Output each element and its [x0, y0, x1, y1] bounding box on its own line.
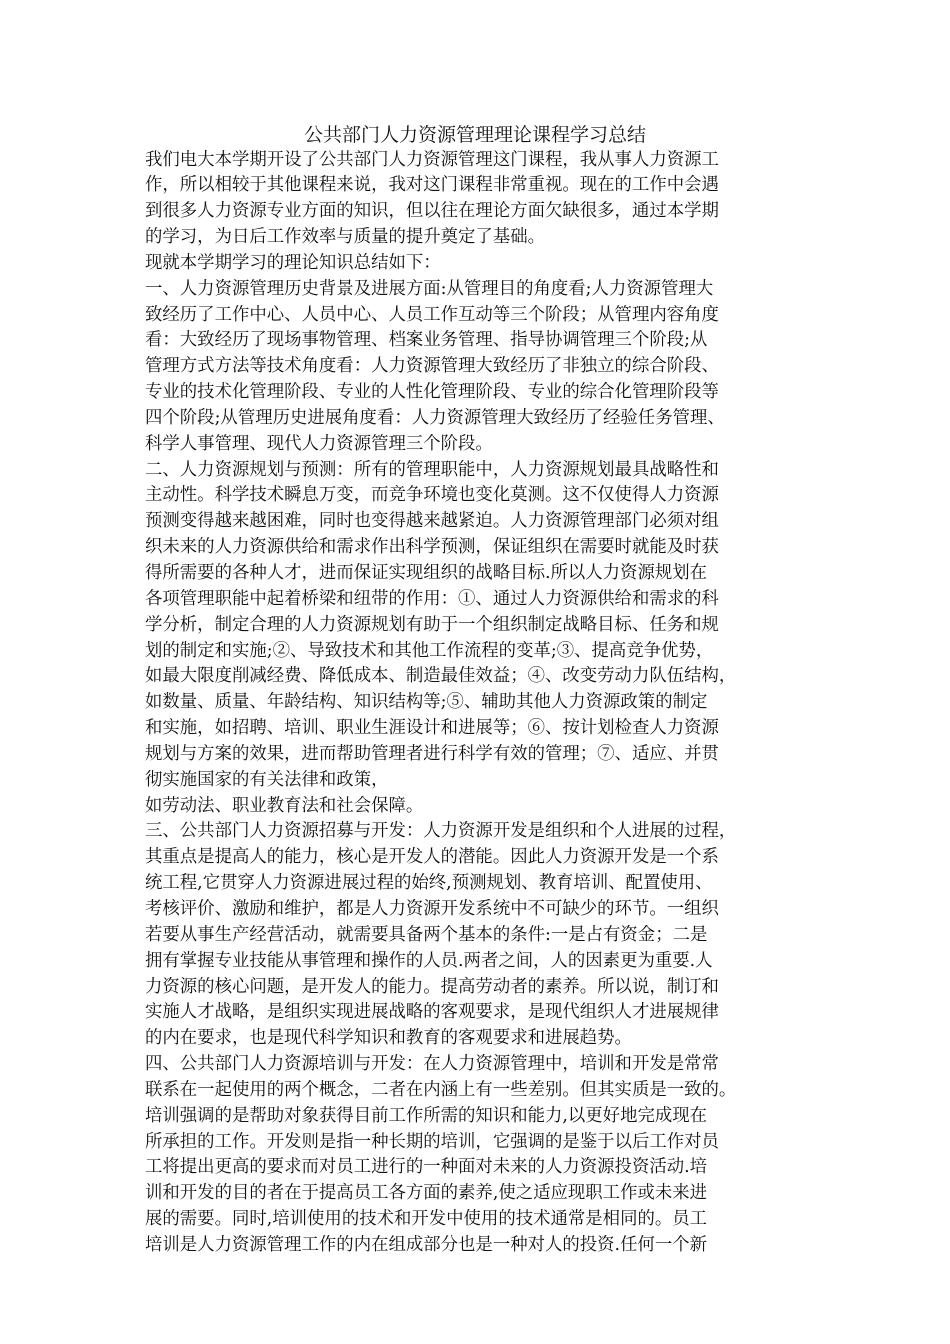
text-line: 如数量、质量、年龄结构、知识结构等;⑤、辅助其他人力资源政策的制定	[145, 692, 708, 713]
text-line: 致经历了工作中心、人员中心、人员工作互动等三个阶段；从管理内容角度	[145, 304, 719, 325]
text-line: 预测变得越来越困难，同时也变得越来越紧迫。人力资源管理部门必须对组	[145, 511, 719, 532]
text-line: 如最大限度削减经费、降低成本、制造最佳效益；④、改变劳动力队伍结构，	[145, 666, 737, 687]
text-line: 现就本学期学习的理论知识总结如下：	[145, 252, 441, 273]
text-line: 所承担的工作。开发则是指一种长期的培训，它强调的是鉴于以后工作对员	[145, 1131, 719, 1152]
text-line: 规划与方案的效果，进而帮助管理者进行科学有效的管理；⑦、适应、并贯	[145, 743, 719, 764]
document-title: 公共部门人力资源管理理论课程学习总结	[303, 124, 646, 146]
text-line: 专业的技术化管理阶段、专业的人性化管理阶段、专业的综合化管理阶段等	[145, 382, 719, 403]
text-line: 统工程,它贯穿人力资源进展过程的始终,预测规划、教育培训、配置使用、	[145, 873, 713, 894]
text-line: 培训强调的是帮助对象获得目前工作所需的知识和能力,以更好地完成现在	[145, 1105, 708, 1126]
text-line: 各项管理职能中起着桥梁和纽带的作用：①、通过人力资源供给和需求的科	[145, 588, 719, 609]
text-line: 学分析，制定合理的人力资源规划有助于一个组织制定战略目标、任务和规	[145, 614, 719, 635]
text-line: 四、公共部门人力资源培训与开发：在人力资源管理中，培训和开发是常常	[145, 1054, 719, 1075]
text-line: 展的需要。同时,培训使用的技术和开发中使用的技术通常是相同的。员工	[145, 1209, 708, 1230]
text-line: 科学人事管理、现代人力资源管理三个阶段。	[145, 433, 493, 454]
text-line: 看：大致经历了现场事物管理、档案业务管理、指导协调管理三个阶段;从	[145, 330, 708, 351]
text-line: 拥有掌握专业技能从事管理和操作的人员.两者之间，人的因素更为重要.人	[145, 950, 713, 971]
text-line: 三、公共部门人力资源招募与开发：人力资源开发是组织和个人进展的过程，	[145, 821, 737, 842]
text-line: 和实施，如招聘、培训、职业生涯设计和进展等；⑥、按计划检查人力资源	[145, 718, 719, 739]
text-line: 培训是人力资源管理工作的内在组成部分也是一种对人的投资.任何一个新	[145, 1234, 708, 1255]
text-line: 一、人力资源管理历史背景及进展方面:从管理目的角度看;人力资源管理大	[145, 278, 714, 299]
text-line: 联系在一起使用的两个概念，二者在内涵上有一些差别。但其实质是一致的。	[145, 1079, 737, 1100]
text-line: 四个阶段;从管理历史进展角度看：人力资源管理大致经历了经验任务管理、	[145, 407, 725, 428]
text-line: 考核评价、激励和维护，都是人力资源开发系统中不可缺少的环节。一组织	[145, 898, 719, 919]
text-line: 训和开发的目的者在于提高员工各方面的素养,使之适应现职工作或未来进	[145, 1183, 708, 1204]
text-line: 作，所以相较于其他课程来说，我对这门课程非常重视。现在的工作中会遇	[145, 175, 719, 196]
text-line: 的内在要求，也是现代科学知识和教育的客观要求和进展趋势。	[145, 1028, 632, 1049]
text-line: 的学习，为日后工作效率与质量的提升奠定了基础。	[145, 227, 545, 248]
text-line: 彻实施国家的有关法律和政策，	[145, 769, 389, 790]
text-line: 到很多人力资源专业方面的知识，但以往在理论方面欠缺很多，通过本学期	[145, 201, 719, 222]
text-line: 若要从事生产经营活动，就需要具备两个基本的条件:一是占有资金；二是	[145, 924, 708, 945]
text-line: 主动性。科学技术瞬息万变，而竞争环境也变化莫测。这不仅使得人力资源	[145, 485, 719, 506]
text-line: 工将提出更高的要求而对员工进行的一种面对未来的人力资源投资活动.培	[145, 1157, 708, 1178]
text-line: 力资源的核心问题，是开发人的能力。提高劳动者的素养。所以说，制订和	[145, 976, 719, 997]
text-line: 如劳动法、职业教育法和社会保障。	[145, 795, 424, 816]
text-line: 划的制定和实施;②、导致技术和其他工作流程的变革;③、提高竞争优势，	[145, 640, 714, 661]
text-line: 我们电大本学期开设了公共部门人力资源管理这门课程，我从事人力资源工	[145, 149, 719, 170]
text-line: 织未来的人力资源供给和需求作出科学预测，保证组织在需要时就能及时获	[145, 537, 719, 558]
text-line: 其重点是提高人的能力，核心是开发人的潜能。因此人力资源开发是一个系	[145, 847, 719, 868]
text-line: 管理方式方法等技术角度看：人力资源管理大致经历了非独立的综合阶段、	[145, 356, 719, 377]
text-line: 二、人力资源规划与预测：所有的管理职能中，人力资源规划最具战略性和	[145, 459, 719, 480]
document-body	[145, 148, 805, 1259]
text-line: 实施人才战略，是组织实现进展战略的客观要求，是现代组织人才进展规律	[145, 1002, 719, 1023]
text-line: 得所需要的各种人才，进而保证实现组织的战略目标.所以人力资源规划在	[145, 563, 708, 583]
